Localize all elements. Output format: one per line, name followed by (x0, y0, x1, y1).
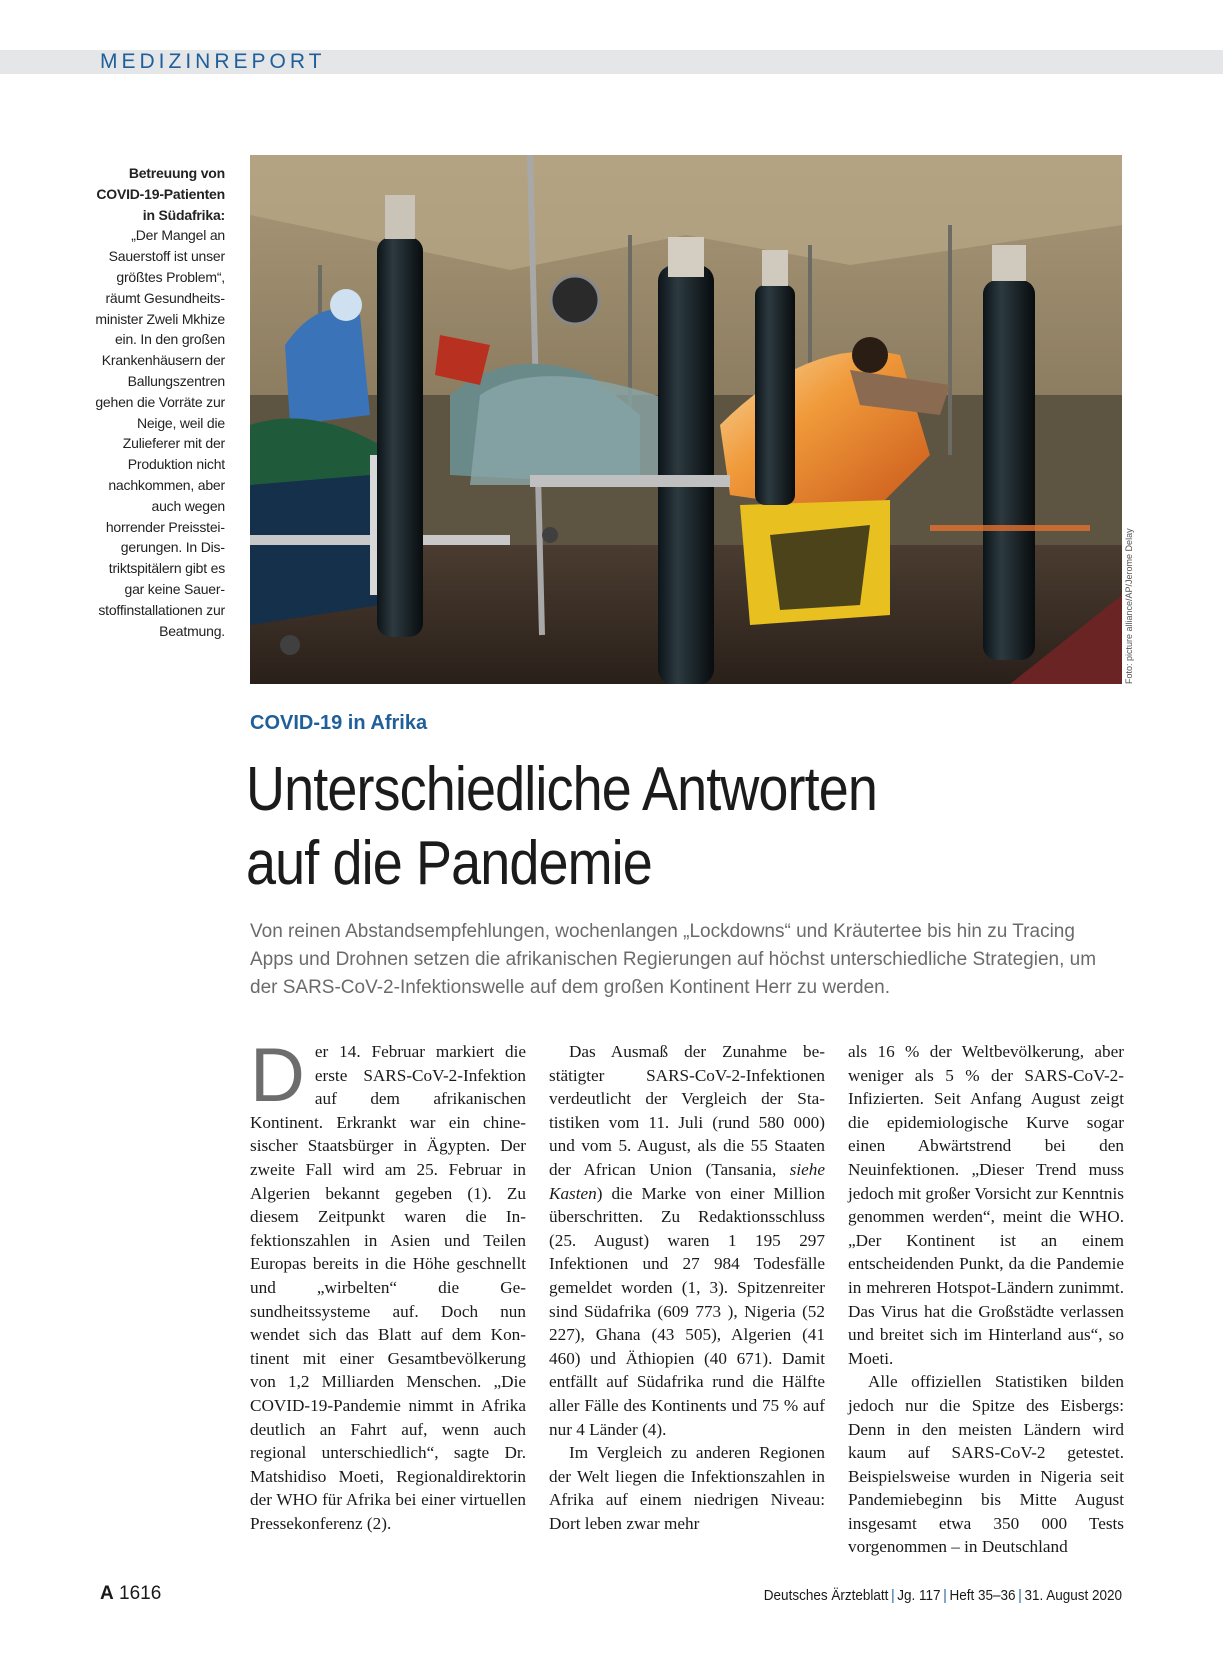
caption-text: „Der Mangel an Sauerstoff ist unser größtes Problem“, räumt Gesundheitsminister Zweli Mkhize ein. In den großen Krankenhäusern der Ballungszentren gehen die Vorräte zur Neige, weil die Zulieferer mit der Produktion nicht nachkommen, aber auch wegen horrender Preissteigerungen. In Distriktspitälern gibt es gar keine Sauerstoffinstallationen zur Beatmung. (95, 227, 225, 639)
article-photo (250, 155, 1122, 684)
photo-caption (92, 163, 225, 641)
headline-line-1: Unterschiedliche Antworten (246, 755, 878, 824)
folio-number: 1616 (119, 1583, 162, 1604)
cross-reference: siehe Kasten (549, 1159, 825, 1203)
text-column-3 (848, 1040, 1124, 1559)
text-column-1 (250, 1033, 526, 1535)
caption-title: Betreuung von COVID-19-Patienten in Südafrika: (96, 165, 225, 223)
column-2-paragraph-1 (549, 1040, 825, 1441)
column-3-paragraph-1: als 16 % der Weltbevölkerung, aber weniger als 5 % der SARS-CoV-2-Infizierten. Seit Anfang August zeigt die epidemiologische Kurve sogar einen Abwärtstrend bei den Neuinfektionen. „Dieser Trend muss jedoch mit großer Vorsicht zur Kenntnis genommen werden“, meint die WHO. „Der Kontinent ist an einem entscheidenden Punkt, da die Pandemie in mehreren Hotspot-Ländern zunimmt. Das Virus hat die Großstädte verlassen und breitet sich im Hinterland aus“, so Moeti. (848, 1042, 1124, 1368)
article-lead: Von reinen Abstandsempfehlungen, wochenlangen „Lockdowns“ und Kräutertee bis hin zu Tracing Apps und Drohnen setzen die afrikanischen Regierungen auf höchst unterschiedliche Strategien, um der SARS-CoV-2-Infektionswelle auf dem großen Kontinent Herr zu werden. (250, 921, 1097, 998)
article-headline (246, 753, 1029, 901)
column-2-text-b: ) die Marke von einer Million überschritten. Zu Redaktionsschluss (25. August) waren 1 195 297 Infektionen und 27 984 Todesfälle gemeldet worden (1, 3). Spitzenreiter sind Südafrika (609 773 ), Nigeria (52 227), Ghana (43 505), Algerien (41 460) und Äthiopien (40 671). Damit entfällt auf Südafrika rund die Hälfte aller Fälle des Kontinents und 75 % auf nur 4 Länder (4). (549, 1183, 825, 1439)
section-label: MEDIZINREPORT (100, 50, 326, 73)
column-1-text: er 14. Februar markiert die erste SARS-CoV-2-Infektion auf dem afrikanischen Kontinent. Erkrankt war ein chinesischer Staatsbürger in Ägypten. Der zweite Fall wird am 25. Februar in Algerien bekannt gegeben (1). Zu diesem Zeitpunkt waren die Infektionszahlen in Asien und Teilen Europas bereits in die Höhe geschnellt und „wirbelten“ die Gesundheitssysteme auf. Doch nun wendet sich das Blatt auf dem Kontinent mit einer Gesamtbevölkerung von 1,2 Milliarden Menschen. „Die COVID-19-Pandemie nimmt in Afrika deutlich an Fahrt auf, wenn auch regional unterschiedlich“, sagte Dr. Matshidiso Moeti, Regionaldirektorin der WHO für Afrika bei einer virtuellen Pressekonferenz (2). (250, 1042, 526, 1533)
drop-cap: D (250, 1033, 305, 1118)
photo-illustration (250, 155, 1122, 684)
column-2-paragraph-2: Im Vergleich zu anderen Regionen der Welt liegen die Infektionszahlen in Afrika auf einem niedrigen Niveau: Dort leben zwar mehr (549, 1443, 825, 1533)
column-3-paragraph-2: Alle offiziellen Statistiken bilden jedoch nur die Spitze des Eisbergs: Denn in den meisten Ländern wird kaum auf SARS-CoV-2 getestet. Beispielsweise wurden in Nigeria seit Pandemiebeginn bis Mitte August insgesamt etwa 350 000 Tests vorgenommen – in Deutschland (848, 1372, 1124, 1557)
journal-name: Deutsches Ärzteblatt (763, 1587, 889, 1604)
folio-letter: A (100, 1583, 114, 1604)
photo-credit: Foto: picture alliance/AP/Jerome Delay (1124, 528, 1134, 684)
page-number (100, 1583, 161, 1605)
article-kicker: COVID-19 in Afrika (250, 712, 428, 734)
headline-line-2: auf die Pandemie (246, 829, 652, 898)
footer-citation: Deutsches Ärzteblatt | Jg. 117 | Heft 35–36 | 31. August 2020 (763, 1587, 1122, 1604)
text-column-2 (549, 1040, 825, 1535)
journal-volume: Jg. 117 (897, 1587, 941, 1604)
column-2-text-a: Das Ausmaß der Zunahme bestätigter SARS-CoV-2-Infektionen verdeutlicht der Vergleich der Statistiken vom 11. Juli (rund 580 000) und vom 5. August, als die 55 Staaten der African Union (Tansania, (549, 1042, 825, 1179)
issue-date: 31. August 2020 (1024, 1587, 1122, 1604)
journal-issue: Heft 35–36 (949, 1587, 1016, 1604)
